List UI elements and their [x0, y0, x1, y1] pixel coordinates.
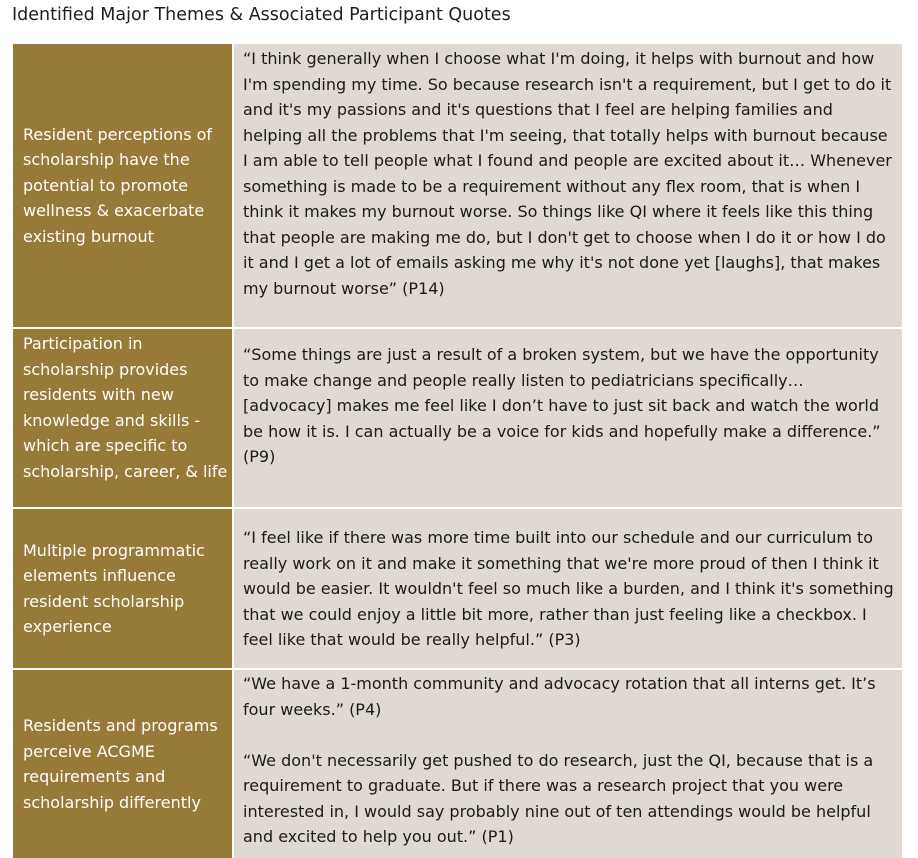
theme-cell [13, 509, 234, 668]
quote-cell [234, 329, 902, 507]
participant-quote: “We don't necessarily get pushed to do research, just the QI, because that is a requirement to graduate. But if there was a research project that you were interested in, I would say probably nine out of ten attendings would be helpful and excited to help you out.” (P1) [243, 750, 874, 846]
table-row [13, 507, 902, 668]
participant-quote: “I feel like if there was more time built into our schedule and our curriculum to really work on it and make it something that we're more proud of then I think it would be easier. It wouldn't feel so much like a burden, and I think it's something that we could enjoy a little bit more, rather than just feeling like a checkbox. I feel like that would be really helpful.” (P3) [243, 528, 894, 649]
participant-quote: “I think generally when I choose what I'm doing, it helps with burnout and how I'm spending my time. So because research isn't a requirement, but I get to do it and it's my passions and it's questions that I feel are helping families and helping all the problems that I'm seeing, that totally helps with burnout because I am able to tell people what I found and people are excited about it… Whenever something is made to be a requirement without any flex room, that is when I think it makes my burnout worse. So things like QI where it feels like this thing that people are making me do, but I don't get to choose when I do it or how I do it and I get a lot of emails asking me why it's not done yet [laughs], that makes my burnout worse” (P14) [243, 49, 892, 298]
themes-table [13, 44, 902, 858]
quote-cell [234, 509, 902, 668]
theme-cell [13, 329, 234, 507]
participant-quote: “We have a 1-month community and advocacy rotation that all interns get. It’s four weeks.” (P4) [243, 674, 876, 719]
theme-cell [13, 670, 234, 858]
table-row [13, 327, 902, 507]
document-title: Identified Major Themes & Associated Participant Quotes [12, 5, 511, 25]
theme-label: Residents and programs perceive ACGME requirements and scholarship differently [23, 716, 218, 812]
quote-cell [234, 44, 902, 327]
table-row [13, 44, 902, 327]
quote-cell [234, 670, 902, 858]
theme-label: Multiple programmatic elements influence resident scholarship experience [23, 540, 205, 636]
table-row [13, 668, 902, 858]
theme-label: Participation in scholarship provides residents with new knowledge and skills - which are specific to scholarship, career, & life [23, 334, 228, 481]
participant-quote: “Some things are just a result of a broken system, but we have the opportunity to make change and people really listen to pediatricians specifically… [advocacy] makes me feel like I don’t have to just sit back and watch the world be how it is. I can actually be a voice for kids and hopefully make a difference.” (P9) [243, 345, 881, 466]
theme-label: Resident perceptions of scholarship have the potential to promote wellness & exacerbate existing burnout [23, 124, 213, 246]
theme-cell [13, 44, 234, 327]
